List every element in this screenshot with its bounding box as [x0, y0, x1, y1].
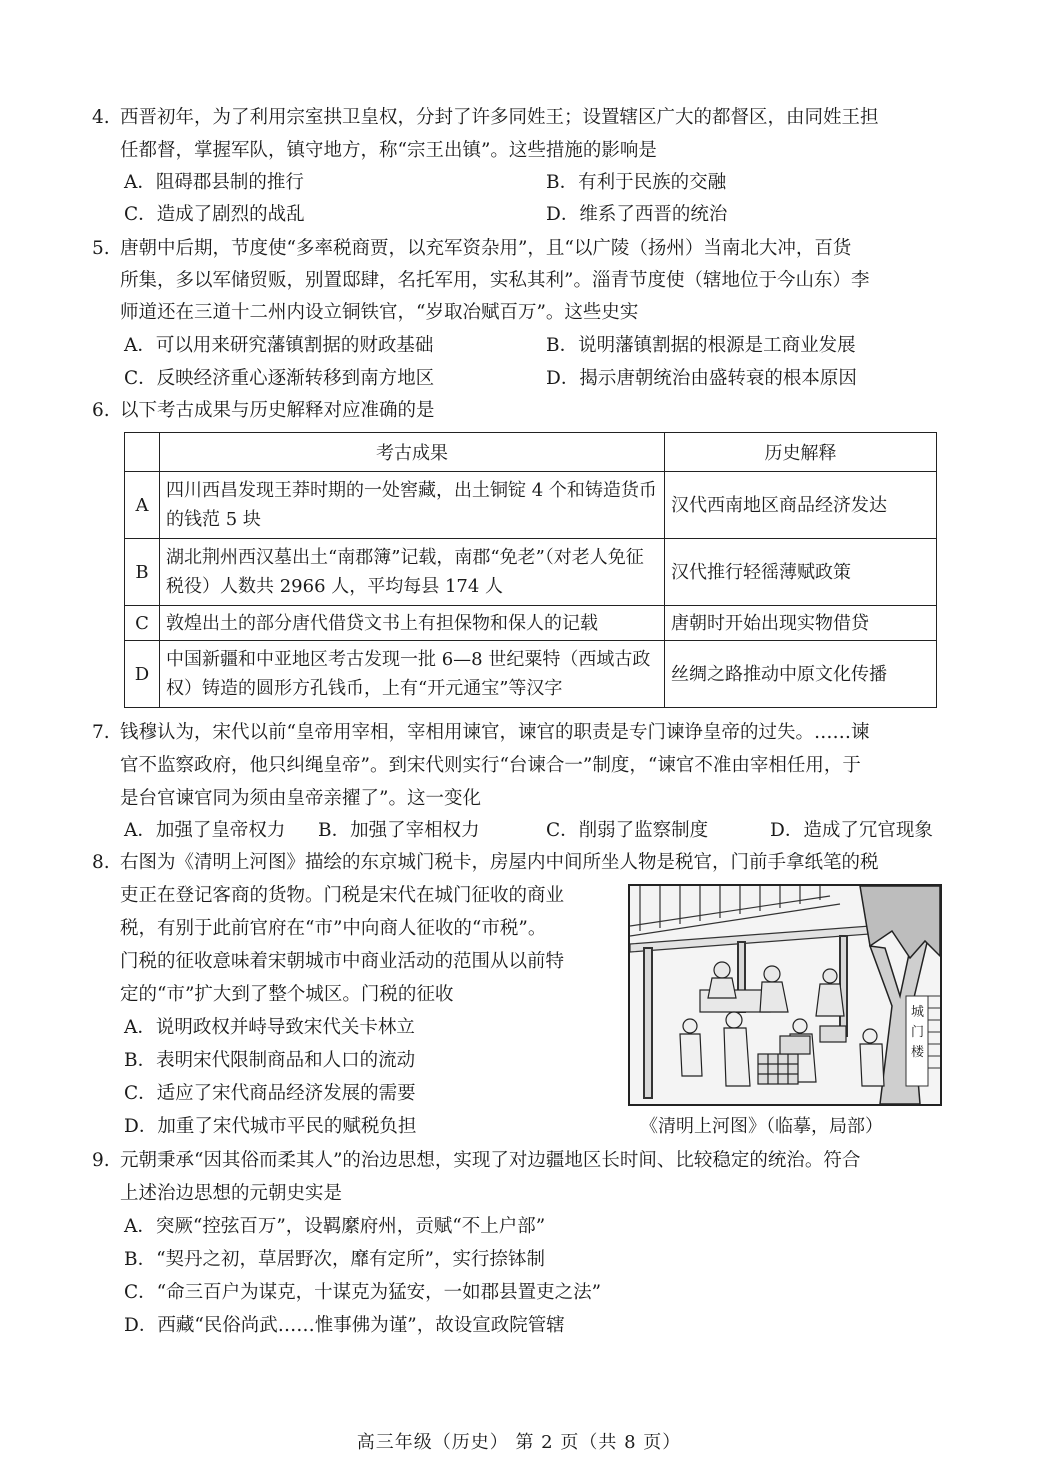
q8-text-1: 右图为《清明上河图》描绘的东京城门税卡，房屋内中间所坐人物是税官，门前手拿纸笔的税: [120, 852, 879, 873]
gate-sign-char-1: 城: [911, 1005, 925, 1020]
q6-row-explain: 丝绸之路推动中原文化传播: [665, 641, 937, 708]
q7-text-1: 钱穆认为，宋代以前“皇帝用宰相，宰相用谏官，谏官的职责是专门谏诤皇帝的过失。……谏: [120, 722, 870, 743]
q9-line1: [92, 1146, 860, 1176]
q6-row-explain: 唐朝时开始出现实物借贷: [665, 606, 937, 641]
q6-row-explain: 汉代推行轻徭薄赋政策: [665, 539, 937, 606]
q6-row-result: 湖北荆州西汉墓出土“南郡簿”记载，南郡“免老”（对老人免征税役）人数共 2966 人，平均每县 174 人: [160, 539, 665, 606]
q8-line1: [92, 848, 879, 878]
q8-line5: 定的“市”扩大到了整个城区。门税的征收: [120, 984, 454, 1005]
q4-option-c[interactable]: C．造成了剧烈的战乱: [124, 204, 305, 225]
q6-table: [124, 432, 937, 708]
q7-option-d[interactable]: D．造成了冗官现象: [770, 820, 933, 841]
q7-option-a[interactable]: A．加强了皇帝权力: [124, 820, 286, 841]
q9-option-c[interactable]: C．“命三百户为谋克，十谋克为猛安，一如郡县置吏之法”: [124, 1282, 602, 1303]
q5-option-c[interactable]: C．反映经济重心逐渐转移到南方地区: [124, 368, 435, 389]
q6-row-b[interactable]: [125, 539, 937, 606]
q8-option-b[interactable]: B．表明宋代限制商品和人口的流动: [124, 1050, 416, 1071]
q8-option-d[interactable]: D．加重了宋代城市平民的赋税负担: [124, 1116, 417, 1137]
q6-row-result: 敦煌出土的部分唐代借贷文书上有担保物和保人的记载: [160, 606, 665, 641]
q6-header-blank: [125, 433, 160, 472]
q4-line2: 任都督，掌握军队，镇守地方，称“宗王出镇”。这些措施的影响是: [120, 140, 657, 161]
q6-row-label: D: [125, 641, 160, 708]
q5-option-d[interactable]: D．揭示唐朝统治由盛转衰的根本原因: [546, 368, 857, 389]
q6-header-result: 考古成果: [160, 433, 665, 472]
q7-line1: [92, 718, 869, 748]
q4-number: 4.: [92, 107, 110, 128]
q6-row-a[interactable]: [125, 472, 937, 539]
q8-option-c[interactable]: C．适应了宋代商品经济发展的需要: [124, 1083, 416, 1104]
q7-line2: 官不监察政府，他只纠绳皇帝”。到宋代则实行“台谏合一”制度，“谏官不准由宰相任用，于: [120, 755, 861, 776]
q9-option-d[interactable]: D．西藏“民俗尚武……惟事佛为谨”，故设宣政院管辖: [124, 1315, 565, 1336]
q6-row-c[interactable]: [125, 606, 937, 641]
q8-option-a[interactable]: A．说明政权并峙导致宋代关卡林立: [124, 1017, 415, 1038]
q5-number: 5.: [92, 238, 110, 259]
q6-row-explain: 汉代西南地区商品经济发达: [665, 472, 937, 539]
q9-option-a[interactable]: A．突厥“控弦百万”，设羁縻府州，贡赋“不上户部”: [124, 1216, 546, 1237]
q5-text-1: 唐朝中后期，节度使“多率税商贾，以充军资杂用”，且“以广陵（扬州）当南北大冲，百货: [120, 238, 852, 259]
q6-stem: [92, 396, 435, 426]
q4-option-a[interactable]: A．阻碍郡县制的推行: [124, 172, 304, 193]
figure-caption: 《清明上河图》（临摹，局部）: [640, 1116, 883, 1137]
q5-line1: [92, 234, 851, 264]
painting-illustration: [630, 886, 940, 1104]
q6-number: 6.: [92, 400, 110, 421]
q7-option-b[interactable]: B．加强了宰相权力: [318, 820, 480, 841]
q4-option-b[interactable]: B．有利于民族的交融: [546, 172, 727, 193]
q5-option-b[interactable]: B．说明藩镇割据的根源是工商业发展: [546, 335, 856, 356]
q9-number: 9.: [92, 1150, 110, 1171]
q9-line2: 上述治边思想的元朝史实是: [120, 1183, 343, 1204]
q6-row-label: B: [125, 539, 160, 606]
q9-text-1: 元朝秉承“因其俗而柔其人”的治边思想，实现了对边疆地区长时间、比较稳定的统治。符合: [120, 1150, 861, 1171]
q8-line3: 税，有别于此前官府在“市”中向商人征收的“市税”。: [120, 918, 547, 939]
q7-option-c[interactable]: C．削弱了监察制度: [546, 820, 709, 841]
gate-sign-char-3: 楼: [911, 1045, 925, 1060]
q4-option-d[interactable]: D．维系了西晋的统治: [546, 204, 728, 225]
q6-table-header-row: [125, 433, 937, 472]
q5-line3: 师道还在三道十二州内设立铜铁官，“岁取冶赋百万”。这些史实: [120, 302, 639, 323]
q6-row-label: A: [125, 472, 160, 539]
q8-line2: 吏正在登记客商的货物。门税是宋代在城门征收的商业: [120, 885, 565, 906]
qingming-painting-figure: [628, 884, 942, 1106]
q5-line2: 所集，多以军储贸贩，别置邸肆，名托军用，实私其利”。淄青节度使（辖地位于今山东）李: [120, 270, 870, 291]
q9-option-b[interactable]: B．“契丹之初，草居野次，靡有定所”，实行捺钵制: [124, 1249, 546, 1270]
page-footer: 高三年级（历史） 第 2 页（共 8 页）: [356, 1432, 682, 1453]
q4-line1: [92, 103, 879, 133]
q6-header-explain: 历史解释: [665, 433, 937, 472]
q6-text: 以下考古成果与历史解释对应准确的是: [120, 400, 435, 421]
q4-text-1: 西晋初年，为了利用宗室拱卫皇权，分封了许多同姓王；设置辖区广大的都督区，由同姓王担: [120, 107, 879, 128]
q8-line4: 门税的征收意味着宋朝城市中商业活动的范围从以前特: [120, 951, 565, 972]
gate-sign-char-2: 门: [911, 1025, 925, 1040]
q6-row-d[interactable]: [125, 641, 937, 708]
q7-line3: 是台官谏官同为须由皇帝亲擢了”。这一变化: [120, 788, 481, 809]
q7-number: 7.: [92, 722, 110, 743]
q6-row-result: 中国新疆和中亚地区考古发现一批 6—8 世纪粟特（西域古政权）铸造的圆形方孔钱币，上有“开元通宝”等汉字: [160, 641, 665, 708]
q8-number: 8.: [92, 852, 110, 873]
q5-option-a[interactable]: A．可以用来研究藩镇割据的财政基础: [124, 335, 434, 356]
q6-row-label: C: [125, 606, 160, 641]
q6-row-result: 四川西昌发现王莽时期的一处窖藏，出土铜锭 4 个和铸造货币的钱范 5 块: [160, 472, 665, 539]
